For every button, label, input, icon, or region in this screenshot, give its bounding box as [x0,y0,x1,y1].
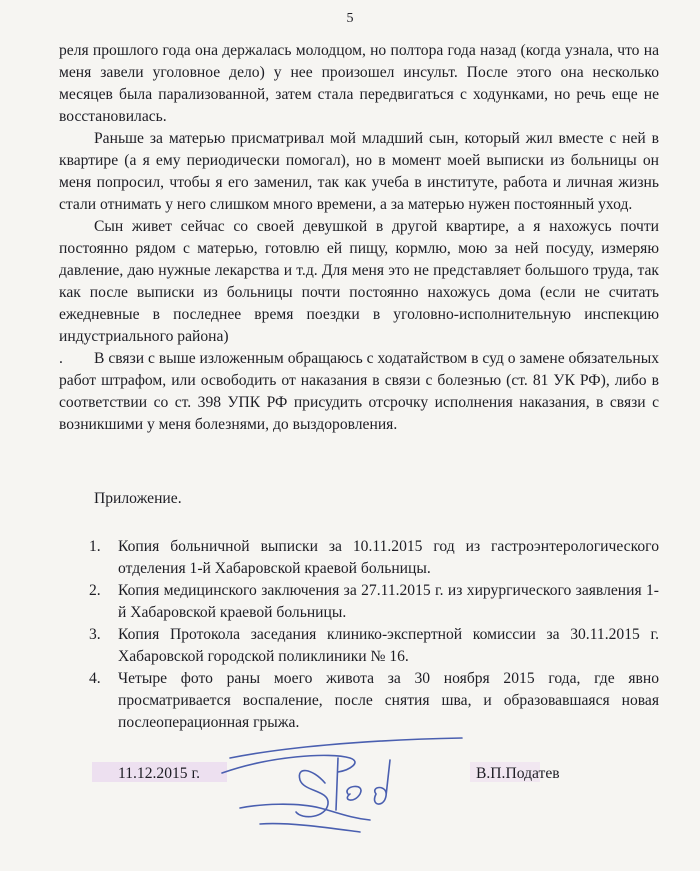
appendix-item-number: 3. [89,626,101,643]
page-number: 5 [346,11,354,26]
handwritten-signature [200,728,470,838]
paragraph-4-lead: . [59,350,63,367]
appendix-item-number: 2. [89,582,101,599]
appendix-item-text: Копия медицинского заключения за 27.11.2015 г. из хирургического заявления 1-й Хабаровской краевой больницы. [118,582,659,621]
appendix-item-text: Копия больничной выписки за 10.11.2015 год из гастроэнтерологического отделения 1-й Хабаровской краевой больницы. [118,538,659,577]
paragraph-2: Раньше за матерью присматривал мой младший сын, который жил вместе с ней в квартире (а я ему периодически помогал), но в момент моей выписки из больницы он меня попросил, чтобы я его заменил, так как учеба в институте, работа и личная жизнь стали отнимать у него слишком много времени, а за матерью нужен постоянный уход. [59,130,659,213]
appendix-item [89,536,659,580]
appendix-item-number: 4. [89,670,101,687]
paragraph-4 [59,348,659,436]
appendix-item-text: Четыре фото раны моего живота за 30 ноября 2015 года, где явно просматривается воспаление, после снятия шва, и образовавшаяся новая послеоперационная грыжа. [118,670,659,731]
appendix-item [89,668,659,734]
signature-date: 11.12.2015 г. [118,765,201,782]
appendix-item-number: 1. [89,538,101,555]
paragraph-4-text: В связи с выше изложенным обращаюсь с ходатайством в суд о замене обязательных работ штрафом, или освободить от наказания в связи с болезнью (ст. 81 УК РФ), либо в соответствии со ст. 398 УПК РФ присудить отсрочку исполнения наказания, в связи с возникшими у меня болезнями, до выздоровления. [59,350,659,433]
paragraph-1: реля прошлого года она держалась молодцом, но полтора года назад (когда узнала, что на меня завели уголовное дело) у нее произошел инсульт. После этого она несколько месяцев была парализованной, затем стала передвигаться с ходунками, но речь еще не восстановилась. [59,42,659,125]
appendix-list [89,536,659,734]
signatory-name: В.П.Податев [476,765,560,782]
appendix-item [89,580,659,624]
appendix-item [89,624,659,668]
appendix-item-text: Копия Протокола заседания клинико-экспертной комиссии за 30.11.2015 г. Хабаровской городской поликлиники № 16. [118,626,659,665]
letter-body [59,40,659,436]
appendix-title: Приложение. [94,490,182,507]
paragraph-3: Сын живет сейчас со своей девушкой в другой квартире, а я нахожусь почти постоянно рядом с матерью, готовлю ей пищу, кормлю, мою за ней посуду, измеряю давление, даю нужные лекарства и т.д. Для меня это не представляет большого труда, так как после выписки из больницы почти постоянно нахожусь дома (если не считать ежедневные в последнее время поездки в уголовно-исполнительную инспекцию индустриального района) [59,218,659,345]
